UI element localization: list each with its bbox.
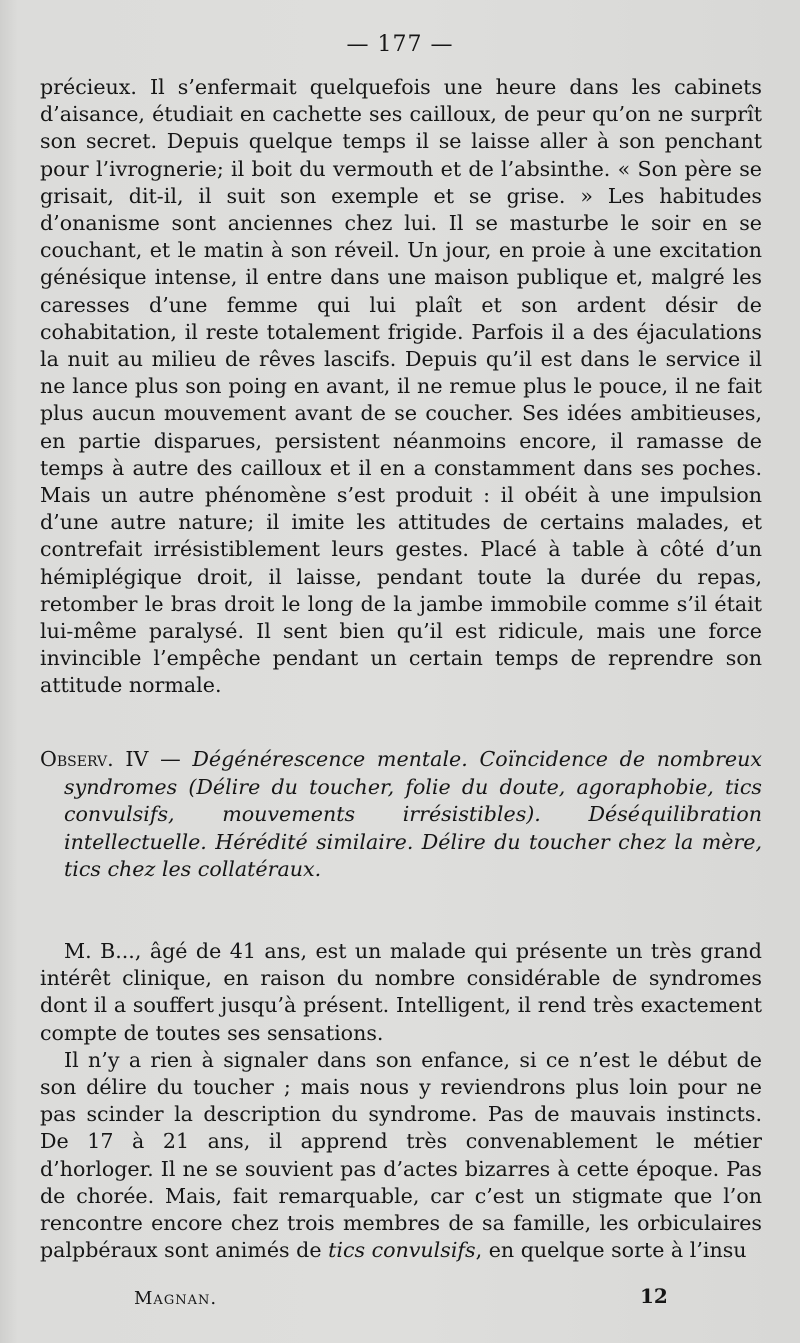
observation-label: Observ. IV — [40, 747, 181, 771]
observation-title: Dégénérescence mentale. Coïncidence de nombreux syndromes (Délire du toucher, folie du doute, agoraphobie, tics convulsifs, mouvements irrésistibles). Déséquilibration intellectuelle. Hérédité similaire. Délire du toucher chez la mère, tics chez les collatéraux. [64, 747, 762, 882]
sheet-number: 12 [640, 1284, 668, 1308]
paragraph-patient-intro: M. B..., âgé de 41 ans, est un malade qui présente un très grand intérêt clinique, en raison du nombre considérable de syndromes dont il a souffert jusqu’à présent. Intelligent, il rend très exactement compte de toutes ses sensations. [40, 939, 762, 1045]
paragraph-childhood [40, 1047, 762, 1265]
paragraph-childhood-end: , en quelque sorte à l’insu [475, 1238, 747, 1263]
case-description [40, 938, 762, 1264]
paragraph-childhood-emphasis: tics convulsifs [328, 1238, 476, 1263]
page-number: — 177 — [346, 32, 454, 57]
observation-heading [40, 746, 762, 884]
paragraph-childhood-text: Il n’y a rien à signaler dans son enfance, si ce n’est le début de son délire du toucher ; mais nous y reviendrons plus loin pour ne pas scinder la description du syndrome. Pas de mauvais instincts. De 17 à 21 ans, il apprend très convenablement le métier d’horloger. Il ne se souvient pas d’actes bizarres à cette époque. Pas de chorée. Mais, fait remarquable, car c’est un stigmate que l’on rencontre encore chez trois membres de sa famille, les orbiculaires palpbéraux sont animés de [40, 1047, 762, 1263]
page-footer [0, 1284, 800, 1314]
paragraph-continued: précieux. Il s’enfermait quelquefois une heure dans les cabinets d’aisance, étudiait en cachette ses cailloux, de peur qu’on ne surprît son secret. Depuis quelque temps il se laisse aller à son penchant pour l’ivrognerie; il boit du vermouth et de l’absinthe. « Son père se grisait, dit-il, il suit son exemple et se grise. » Les habitudes d’onanisme sont anciennes chez lui. Il se masturbe le soir en se couchant, et le matin à son réveil. Un jour, en proie à une excitation génésique intense, il entre dans une maison publique et, malgré les caresses d’une femme qui lui plaît et son ardent désir de cohabitation, il reste totalement frigide. Parfois il a des éjaculations la nuit au milieu de rêves lascifs. Depuis qu’il est dans le service il ne lance plus son poing en avant, il ne remue plus le pouce, il ne fait plus aucun mouvement avant de se coucher. Ses idées ambitieuses, en partie disparues, persistent néanmoins encore, il ramasse de temps à autre des cailloux et il en a constamment dans ses poches. Mais un autre phénomène s’est produit : il obéit à une impulsion d’une autre nature; il imite les attitudes de certains malades, et contrefait irrésistiblement leurs gestes. Placé à table à côté d’un hémiplégique droit, il laisse, pendant toute la durée du repas, retomber le bras droit le long de la jambe immobile comme s’il était lui-même paralysé. Il sent bien qu’il est ridicule, mais une force invincible l’empêche pendant un certain temps de reprendre son attitude normale. [40, 75, 762, 698]
author-signature: Magnan. [134, 1288, 218, 1309]
observation-title-block [40, 746, 762, 884]
